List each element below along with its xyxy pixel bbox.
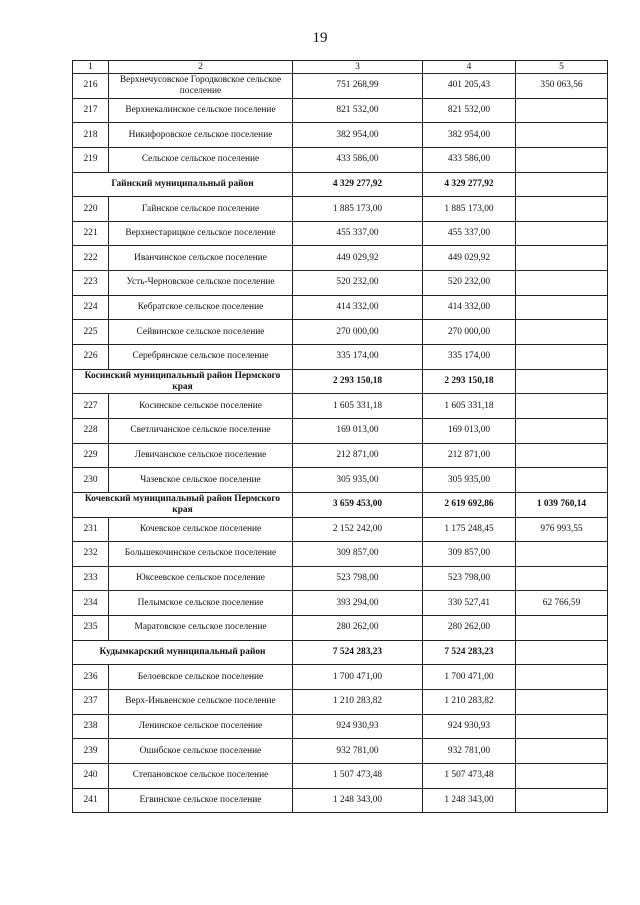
amount-col-4: 520 232,00 [423, 271, 516, 296]
row-number: 232 [73, 542, 109, 567]
amount-col-4: 932 781,00 [423, 739, 516, 764]
table-row [73, 788, 608, 813]
amount-col-4: 523 798,00 [423, 566, 516, 591]
row-number: 231 [73, 517, 109, 542]
settlement-name: Левичанское сельское поселение [109, 443, 293, 468]
amount-col-3: 309 857,00 [293, 542, 423, 567]
table-row [73, 418, 608, 443]
settlement-name: Усть-Черновское сельское поселение [109, 271, 293, 296]
table-row [73, 591, 608, 616]
row-number: 226 [73, 345, 109, 370]
amount-col-5 [516, 271, 608, 296]
table-row [73, 542, 608, 567]
amount-col-5 [516, 246, 608, 271]
table-row [73, 123, 608, 148]
table-row [73, 345, 608, 370]
amount-col-5 [516, 147, 608, 172]
amount-col-5 [516, 295, 608, 320]
amount-col-5 [516, 640, 608, 665]
amount-col-3: 270 000,00 [293, 320, 423, 345]
table-row [73, 468, 608, 493]
row-number: 216 [73, 74, 109, 99]
page-number: 19 [312, 30, 328, 46]
amount-col-4: 212 871,00 [423, 443, 516, 468]
amount-col-4: 2 619 692,86 [423, 492, 516, 517]
row-number: 233 [73, 566, 109, 591]
amount-col-3: 1 248 343,00 [293, 788, 423, 813]
settlement-name: Кебратское сельское поселение [109, 295, 293, 320]
amount-col-3: 2 152 242,00 [293, 517, 423, 542]
settlement-name: Косинское сельское поселение [109, 394, 293, 419]
row-number: 239 [73, 739, 109, 764]
amount-col-3: 7 524 283,23 [293, 640, 423, 665]
settlement-name: Степановское сельское поселение [109, 763, 293, 788]
amount-col-3: 382 954,00 [293, 123, 423, 148]
amount-col-4: 821 532,00 [423, 98, 516, 123]
table-row [73, 271, 608, 296]
table-row [73, 763, 608, 788]
amount-col-5 [516, 320, 608, 345]
amount-col-5 [516, 123, 608, 148]
amount-col-5 [516, 566, 608, 591]
row-number: 219 [73, 147, 109, 172]
amount-col-4: 169 013,00 [423, 418, 516, 443]
amount-col-5: 350 063,56 [516, 74, 608, 99]
district-row [73, 369, 608, 394]
settlement-name: Маратовское сельское поселение [109, 616, 293, 641]
amount-col-4: 1 175 248,45 [423, 517, 516, 542]
amount-col-4: 330 527,41 [423, 591, 516, 616]
table-row [73, 320, 608, 345]
amount-col-4: 7 524 283,23 [423, 640, 516, 665]
amount-col-4: 455 337,00 [423, 221, 516, 246]
settlement-name: Юксеевское сельское поселение [109, 566, 293, 591]
amount-col-4: 1 885 173,00 [423, 197, 516, 222]
amount-col-3: 932 781,00 [293, 739, 423, 764]
amount-col-3: 433 586,00 [293, 147, 423, 172]
amount-col-3: 280 262,00 [293, 616, 423, 641]
amount-col-5 [516, 616, 608, 641]
row-number: 225 [73, 320, 109, 345]
settlement-name: Егвинское сельское поселение [109, 788, 293, 813]
settlement-name: Серебрянское сельское поселение [109, 345, 293, 370]
row-number: 230 [73, 468, 109, 493]
settlement-name: Ленинское сельское поселение [109, 714, 293, 739]
amount-col-3: 449 029,92 [293, 246, 423, 271]
amount-col-3: 414 332,00 [293, 295, 423, 320]
amount-col-3: 212 871,00 [293, 443, 423, 468]
header-col-5: 5 [516, 61, 608, 74]
amount-col-5 [516, 197, 608, 222]
amount-col-5 [516, 418, 608, 443]
district-row [73, 640, 608, 665]
settlement-name: Иванчинское сельское поселение [109, 246, 293, 271]
row-number: 237 [73, 690, 109, 715]
amount-col-5: 1 039 760,14 [516, 492, 608, 517]
table-row [73, 295, 608, 320]
table-row [73, 394, 608, 419]
amount-col-4: 449 029,92 [423, 246, 516, 271]
amount-col-4: 1 507 473,48 [423, 763, 516, 788]
amount-col-4: 1 210 283,82 [423, 690, 516, 715]
table-row [73, 665, 608, 690]
row-number: 220 [73, 197, 109, 222]
settlement-name: Светличанское сельское поселение [109, 418, 293, 443]
table-row [73, 197, 608, 222]
amount-col-4: 1 248 343,00 [423, 788, 516, 813]
amount-col-5 [516, 172, 608, 197]
row-number: 228 [73, 418, 109, 443]
amount-col-5 [516, 345, 608, 370]
amount-col-4: 2 293 150,18 [423, 369, 516, 394]
row-number: 235 [73, 616, 109, 641]
row-number: 224 [73, 295, 109, 320]
table-row [73, 616, 608, 641]
settlement-name: Верхнекалинское сельское поселение [109, 98, 293, 123]
amount-col-3: 455 337,00 [293, 221, 423, 246]
amount-col-3: 1 605 331,18 [293, 394, 423, 419]
settlement-name: Ошибское сельское поселение [109, 739, 293, 764]
amount-col-3: 520 232,00 [293, 271, 423, 296]
district-row [73, 492, 608, 517]
district-row [73, 172, 608, 197]
amount-col-5: 976 993,55 [516, 517, 608, 542]
amount-col-4: 1 605 331,18 [423, 394, 516, 419]
amount-col-3: 523 798,00 [293, 566, 423, 591]
amount-col-4: 4 329 277,92 [423, 172, 516, 197]
table-body [73, 74, 608, 813]
table-row [73, 98, 608, 123]
amount-col-3: 924 930,93 [293, 714, 423, 739]
settlement-name: Сейвинское сельское поселение [109, 320, 293, 345]
amount-col-5 [516, 369, 608, 394]
amount-col-4: 270 000,00 [423, 320, 516, 345]
row-number: 227 [73, 394, 109, 419]
table-row [73, 443, 608, 468]
amount-col-4: 1 700 471,00 [423, 665, 516, 690]
amount-col-5 [516, 221, 608, 246]
settlement-name: Верх-Иньвенское сельское поселение [109, 690, 293, 715]
header-col-2: 2 [109, 61, 293, 74]
amount-col-3: 169 013,00 [293, 418, 423, 443]
table-row [73, 74, 608, 99]
settlement-name: Кочевское сельское поселение [109, 517, 293, 542]
amount-col-5 [516, 468, 608, 493]
settlement-name: Верхнестарицкое сельское поселение [109, 221, 293, 246]
amount-col-5 [516, 542, 608, 567]
amount-col-5 [516, 665, 608, 690]
row-number: 234 [73, 591, 109, 616]
amount-col-4: 280 262,00 [423, 616, 516, 641]
settlement-name: Белоевское сельское поселение [109, 665, 293, 690]
table-row [73, 147, 608, 172]
amount-col-5 [516, 394, 608, 419]
table-header [73, 61, 608, 74]
district-name: Гайнский муниципальный район [73, 172, 293, 197]
amount-col-5 [516, 788, 608, 813]
amount-col-4: 309 857,00 [423, 542, 516, 567]
amount-col-5 [516, 714, 608, 739]
amount-col-3: 3 659 453,00 [293, 492, 423, 517]
row-number: 218 [73, 123, 109, 148]
amount-col-3: 393 294,00 [293, 591, 423, 616]
district-name: Кудымкарский муниципальный район [73, 640, 293, 665]
amount-col-3: 1 700 471,00 [293, 665, 423, 690]
amount-col-3: 305 935,00 [293, 468, 423, 493]
amount-col-4: 382 954,00 [423, 123, 516, 148]
table-row [73, 517, 608, 542]
amount-col-3: 1 507 473,48 [293, 763, 423, 788]
budget-table [72, 60, 608, 813]
settlement-name: Гайнское сельское поселение [109, 197, 293, 222]
amount-col-4: 335 174,00 [423, 345, 516, 370]
amount-col-5 [516, 739, 608, 764]
settlement-name: Никифоровское сельское поселение [109, 123, 293, 148]
amount-col-4: 414 332,00 [423, 295, 516, 320]
row-number: 238 [73, 714, 109, 739]
row-number: 221 [73, 221, 109, 246]
amount-col-4: 305 935,00 [423, 468, 516, 493]
district-name: Косинский муниципальный район Пермского края [73, 369, 293, 394]
amount-col-3: 821 532,00 [293, 98, 423, 123]
district-name: Кочевский муниципальный район Пермского края [73, 492, 293, 517]
settlement-name: Большекочинское сельское поселение [109, 542, 293, 567]
row-number: 229 [73, 443, 109, 468]
amount-col-3: 4 329 277,92 [293, 172, 423, 197]
amount-col-5 [516, 763, 608, 788]
amount-col-3: 1 210 283,82 [293, 690, 423, 715]
amount-col-3: 335 174,00 [293, 345, 423, 370]
amount-col-3: 751 268,99 [293, 74, 423, 99]
row-number: 223 [73, 271, 109, 296]
row-number: 222 [73, 246, 109, 271]
amount-col-4: 433 586,00 [423, 147, 516, 172]
header-col-4: 4 [423, 61, 516, 74]
table-row [73, 246, 608, 271]
header-col-3: 3 [293, 61, 423, 74]
settlement-name: Чазевское сельское поселение [109, 468, 293, 493]
table-row [73, 221, 608, 246]
amount-col-4: 924 930,93 [423, 714, 516, 739]
header-col-1: 1 [73, 61, 109, 74]
amount-col-5: 62 766,59 [516, 591, 608, 616]
row-number: 236 [73, 665, 109, 690]
table-row [73, 739, 608, 764]
amount-col-4: 401 205,43 [423, 74, 516, 99]
amount-col-5 [516, 690, 608, 715]
row-number: 240 [73, 763, 109, 788]
amount-col-3: 2 293 150,18 [293, 369, 423, 394]
row-number: 217 [73, 98, 109, 123]
settlement-name: Сельское сельское поселение [109, 147, 293, 172]
table-row [73, 714, 608, 739]
row-number: 241 [73, 788, 109, 813]
settlement-name: Пелымское сельское поселение [109, 591, 293, 616]
settlement-name: Верхнечусовское Городковское сельское поселение [109, 74, 293, 99]
amount-col-5 [516, 443, 608, 468]
amount-col-3: 1 885 173,00 [293, 197, 423, 222]
table-row [73, 690, 608, 715]
table-row [73, 566, 608, 591]
amount-col-5 [516, 98, 608, 123]
